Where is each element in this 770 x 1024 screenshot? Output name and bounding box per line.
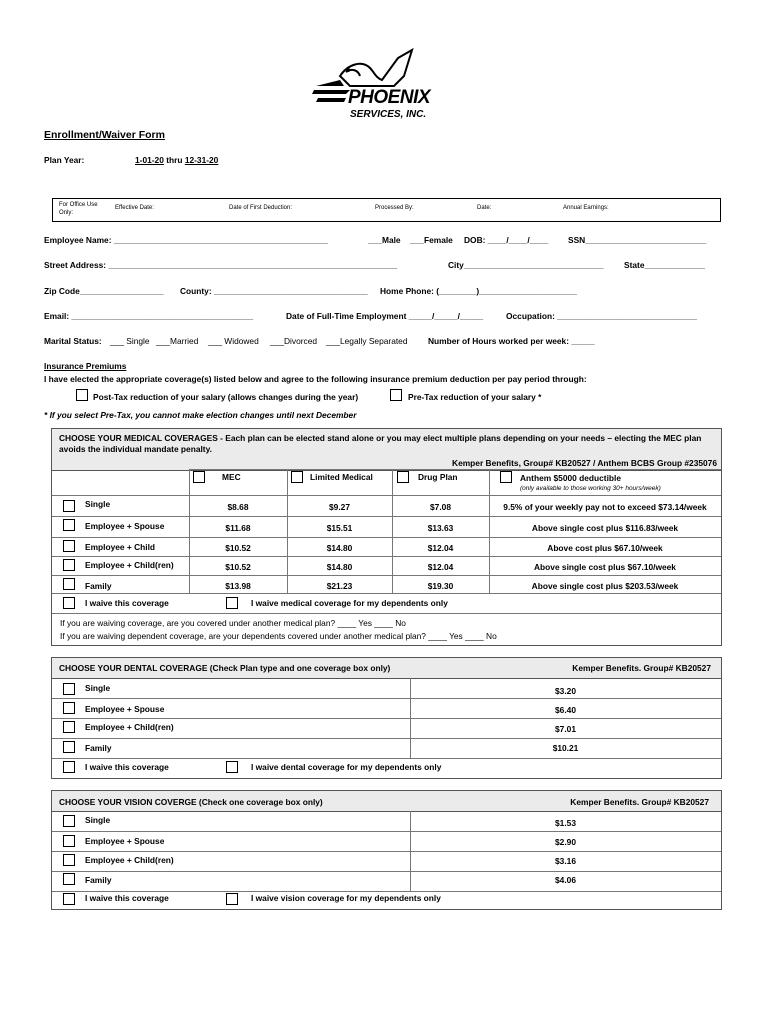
anthem-checkbox[interactable] [500,471,512,483]
drug-cost: $12.04 [427,562,454,572]
dental-waive-dependents-label: I waive dental coverage for my dependents only [251,762,442,772]
medical-family-checkbox[interactable] [63,578,75,590]
marital-married[interactable]: ___Married [156,336,199,346]
medical-employee-spouse-checkbox[interactable] [63,519,75,531]
medical-section [51,428,722,646]
medical-single-checkbox[interactable] [63,500,75,512]
vision-section [51,790,722,910]
county-field[interactable]: County: _________________________________ [180,286,368,296]
dental-employee-spouse-checkbox[interactable] [63,702,75,714]
plan-year-range: 1-01-20 thru 12-31-20 [135,155,219,165]
medical-row-label: Single [85,499,111,509]
vision-row-label: Single [85,815,111,825]
marital-status-label: Marital Status: [44,336,102,346]
office-use-box [52,198,721,222]
limited-cost: $9.27 [329,502,350,512]
medical-row-label: Family [85,581,112,591]
dental-carrier: Kemper Benefits. Group# KB20527 [572,663,711,673]
employee-name-field[interactable]: Employee Name: ______________________________________________ [44,235,329,245]
dental-row-label: Single [85,683,111,693]
male-field[interactable]: ___Male [368,235,401,245]
premiums-heading: Insurance Premiums [44,361,127,371]
vision-row-label: Employee + Spouse [85,836,165,846]
hours-per-week-field[interactable]: Number of Hours worked per week: _____ [428,336,595,346]
limited-cost: $15.51 [326,523,353,533]
vision-cost: $3.16 [555,856,576,866]
anthem-cost: Above single cost plus $116.83/week [531,523,679,533]
vision-waive-label: I waive this coverage [85,893,169,903]
date-label: Date: [477,205,492,211]
medical-employee-children-checkbox[interactable] [63,559,75,571]
occupation-field[interactable]: Occupation: ______________________________ [506,311,697,321]
medical-row-label: Employee + Child [85,542,156,552]
dental-section [51,657,722,779]
mec-cost: $11.68 [225,523,251,533]
medical-waive-label: I waive this coverage [85,598,169,608]
anthem-cost: Above cost plus $67.10/week [547,543,663,553]
processed-by-label: Processed By: [375,205,414,211]
vision-employee-spouse-checkbox[interactable] [63,835,75,847]
marital-divorced[interactable]: ___Divorced [270,336,318,346]
ssn-field[interactable]: SSN__________________________ [568,235,707,245]
limited-medical-plan-label: Limited Medical [310,472,373,482]
vision-header: CHOOSE YOUR VISION COVERGE (Check one coverage box only) [59,797,323,807]
pre-tax-note: * If you select Pre-Tax, you cannot make election changes until next December [44,410,357,420]
vision-family-checkbox[interactable] [63,873,75,885]
street-address-field[interactable]: Street Address: ______________________________________________________________ [44,260,398,270]
mec-cost: $13.98 [225,581,251,591]
marital-single[interactable]: ___ Single [110,336,150,346]
effective-date-label: Effective Date: [115,205,154,211]
marital-widowed[interactable]: ___ Widowed [208,336,259,346]
vision-waive-checkbox[interactable] [63,893,75,905]
vision-cost: $1.53 [555,818,576,828]
drug-cost: $12.04 [427,543,454,553]
dental-waive-checkbox[interactable] [63,761,75,773]
anthem-note: (only available to those working 30+ hours/week) [520,485,661,492]
first-deduction-label: Date of First Deduction: [229,205,293,211]
company-logo [310,46,450,128]
dental-single-checkbox[interactable] [63,683,75,695]
mec-cost: $8.68 [227,502,249,512]
dental-cost: $3.20 [555,686,576,696]
drug-plan-checkbox[interactable] [397,471,409,483]
dental-waive-label: I waive this coverage [85,762,169,772]
dob-field[interactable]: DOB: ____/____/____ [464,235,549,245]
logo-name: PHOENIX [348,87,431,108]
post-tax-checkbox[interactable] [76,389,88,401]
medical-employee-child-checkbox[interactable] [63,540,75,552]
dental-row-label: Family [85,743,112,753]
dental-cost: $7.01 [555,724,576,734]
drug-cost: $7.08 [430,502,451,512]
state-field[interactable]: State_____________ [624,260,706,270]
form-title: Enrollment/Waiver Form [44,129,165,141]
pre-tax-label: Pre-Tax reduction of your salary * [408,392,542,402]
limited-medical-checkbox[interactable] [291,471,303,483]
dental-row-label: Employee + Child(ren) [85,722,174,732]
dental-cost: $6.40 [555,705,576,715]
mec-cost: $10.52 [225,562,251,572]
pre-tax-checkbox[interactable] [390,389,402,401]
medical-waive-checkbox[interactable] [63,597,75,609]
medical-carrier: Kemper Benefits, Group# KB20527 / Anthem BCBS Group #235076 [452,458,717,468]
vision-cost: $2.90 [555,837,576,847]
anthem-cost: 9.5% of your weekly pay not to exceed $73.14/week [503,502,707,512]
vision-cost: $4.06 [555,875,576,885]
limited-cost: $21.23 [326,581,353,591]
anthem-cost: Above single cost plus $203.53/week [531,581,679,591]
vision-single-checkbox[interactable] [63,815,75,827]
female-field[interactable]: ___Female [410,235,453,245]
medical-row-label: Employee + Spouse [85,521,165,531]
mec-cost: $10.52 [225,543,251,553]
dental-waive-dependents-checkbox[interactable] [226,761,238,773]
vision-row-label: Family [85,875,112,885]
mec-checkbox[interactable] [193,471,205,483]
vision-employee-children-checkbox[interactable] [63,854,75,866]
medical-row-label: Employee + Child(ren) [85,560,174,570]
dental-family-checkbox[interactable] [63,741,75,753]
marital-separated[interactable]: ___Legally Separated [326,336,408,346]
logo-subtitle: SERVICES, INC. [350,109,427,120]
drug-cost: $19.30 [427,581,454,591]
limited-cost: $14.80 [326,543,353,553]
home-phone-field[interactable]: Home Phone: (________)_____________________ [380,286,577,296]
plan-year-label: Plan Year: [44,155,85,165]
medical-header: CHOOSE YOUR MEDICAL COVERAGES - Each plan can be elected stand alone or you may elect multiple plans depending on your needs – electing the MEC plan avoids the individual mandate penalty. [59,433,702,454]
waiver-question-self: If you are waiving coverage, are you covered under another medical plan? ____ Yes ____ No [60,618,406,628]
drug-plan-label: Drug Plan [418,472,458,482]
medical-waive-dependents-label: I waive medical coverage for my dependents only [251,598,448,608]
vision-row-label: Employee + Child(ren) [85,855,174,865]
limited-cost: $14.80 [326,562,353,572]
email-field[interactable]: Email: _______________________________________ [44,311,254,321]
dental-row-label: Employee + Spouse [85,704,165,714]
drug-cost: $13.63 [427,523,454,533]
full-time-date-field[interactable]: Date of Full-Time Employment _____/_____/_____ [286,311,484,321]
dental-employee-children-checkbox[interactable] [63,721,75,733]
vision-waive-dependents-label: I waive vision coverage for my dependents only [251,893,441,903]
vision-carrier: Kemper Benefits. Group# KB20527 [570,797,709,807]
premiums-statement: I have elected the appropriate coverage(s) listed below and agree to the following insurance premium deduction per pay period through: [44,374,587,384]
city-field[interactable]: City______________________________ [448,260,604,270]
medical-waive-dependents-checkbox[interactable] [226,597,238,609]
vision-waive-dependents-checkbox[interactable] [226,893,238,905]
dental-header: CHOOSE YOUR DENTAL COVERAGE (Check Plan type and one coverage box only) [59,663,391,673]
annual-earnings-label: Annual Earnings: [563,205,609,211]
waiver-question-dependents: If you are waiving dependent coverage, are your dependents covered under another medical plan? ____ Yes ____ No [60,631,497,641]
office-use-label: For Office Use Only: [59,202,98,216]
mec-plan-label: MEC [222,472,241,482]
zip-code-field[interactable]: Zip Code__________________ [44,286,164,296]
post-tax-label: Post-Tax reduction of your salary (allows changes during the year) [93,392,359,402]
anthem-plan-label: Anthem $5000 deductible [520,473,621,483]
dental-cost: $10.21 [552,743,579,753]
anthem-cost: Above single cost plus $67.10/week [534,562,676,572]
